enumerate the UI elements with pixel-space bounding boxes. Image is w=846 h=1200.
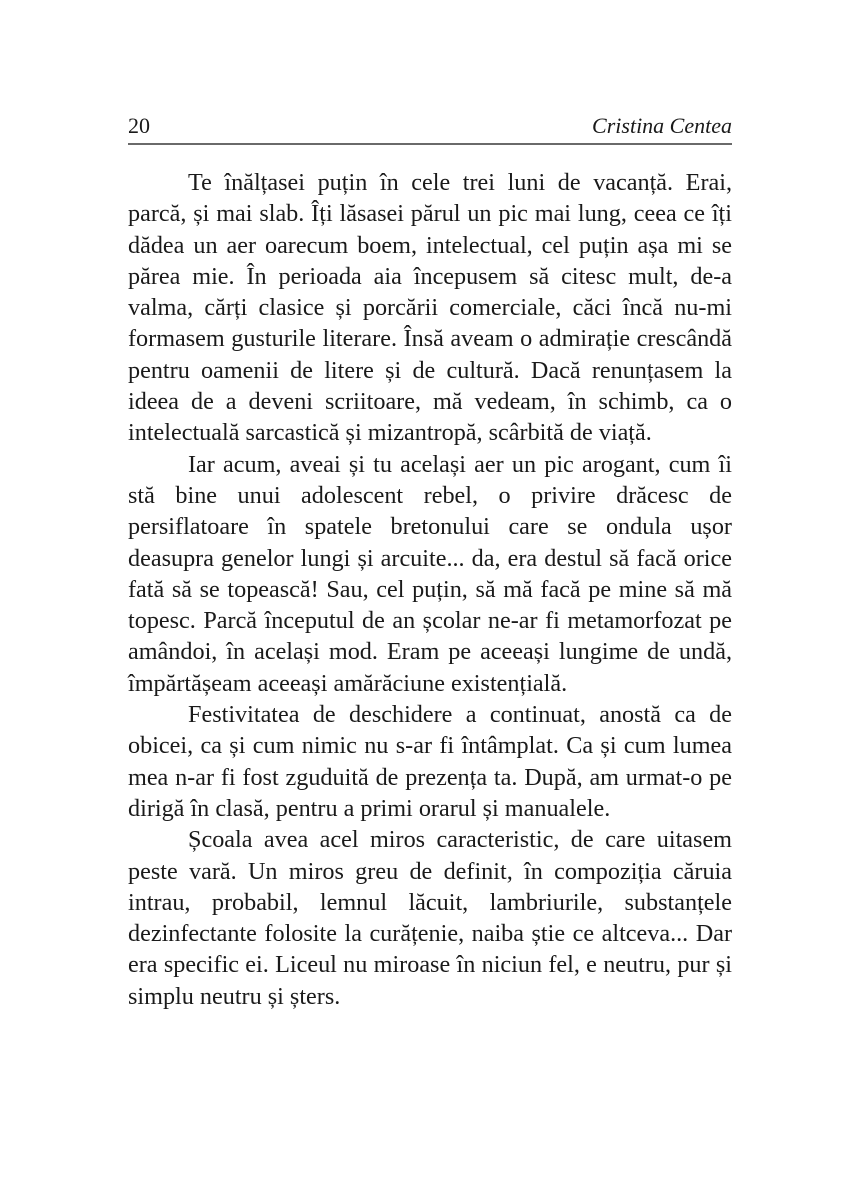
paragraph: Te înălțasei puțin în cele trei luni de vacanță. Erai, parcă, și mai slab. Îți lăsasei părul un pic mai lung, ceea ce îți dădea un aer oarecum boem, intelectual, cel puțin așa mi se părea mie. În perioada aia începusem să citesc mult, de-a valma, cărți clasice și porcării comerciale, căci încă nu-mi formasem gusturile literare. Însă aveam o admirație crescândă pentru oamenii de litere și de cultură. Dacă renunțasem la ideea de a deveni scriitoare, mă vedeam, în schimb, ca o intelectuală sarcastică și mizantropă, scârbită de viață. <box>128 169 732 447</box>
body-text <box>128 167 732 1012</box>
author-name: Cristina Centea <box>592 113 732 138</box>
page-number: 20 <box>128 113 150 138</box>
paragraph: Iar acum, aveai și tu același aer un pic arogant, cum îi stă bine unui adolescent rebel, o privire drăcesc de persiflatoare în spatele bretonului care se ondula ușor deasupra genelor lungi și arcuite... da, era destul să facă orice fată să se topească! Sau, cel puțin, să mă facă pe mine să mă topesc. Parcă începutul de an școlar ne-ar fi metamorfozat pe amândoi, în același mod. Eram pe aceeași lungime de undă, împărtășeam aceeași amărăciune existențială. <box>128 450 732 697</box>
running-header <box>128 112 732 145</box>
book-page <box>128 112 732 1012</box>
paragraph: Festivitatea de deschidere a continuat, anostă ca de obicei, ca și cum nimic nu s-ar fi întâmplat. Ca și cum lumea mea n-ar fi fost zguduită de prezența ta. După, am urmat-o pe dirigă în clasă, pentru a primi orarul și manualele. <box>128 701 732 822</box>
paragraph: Școala avea acel miros caracteristic, de care uitasem peste vară. Un miros greu de definit, în compoziția căruia intrau, probabil, lemnul lăcuit, lambriurile, substanțele dezinfectante folosite la curățenie, naiba știe ce altceva... Dar era specific ei. Liceul nu miroase în niciun fel, e neutru, pur și simplu neutru și șters. <box>128 826 732 1010</box>
